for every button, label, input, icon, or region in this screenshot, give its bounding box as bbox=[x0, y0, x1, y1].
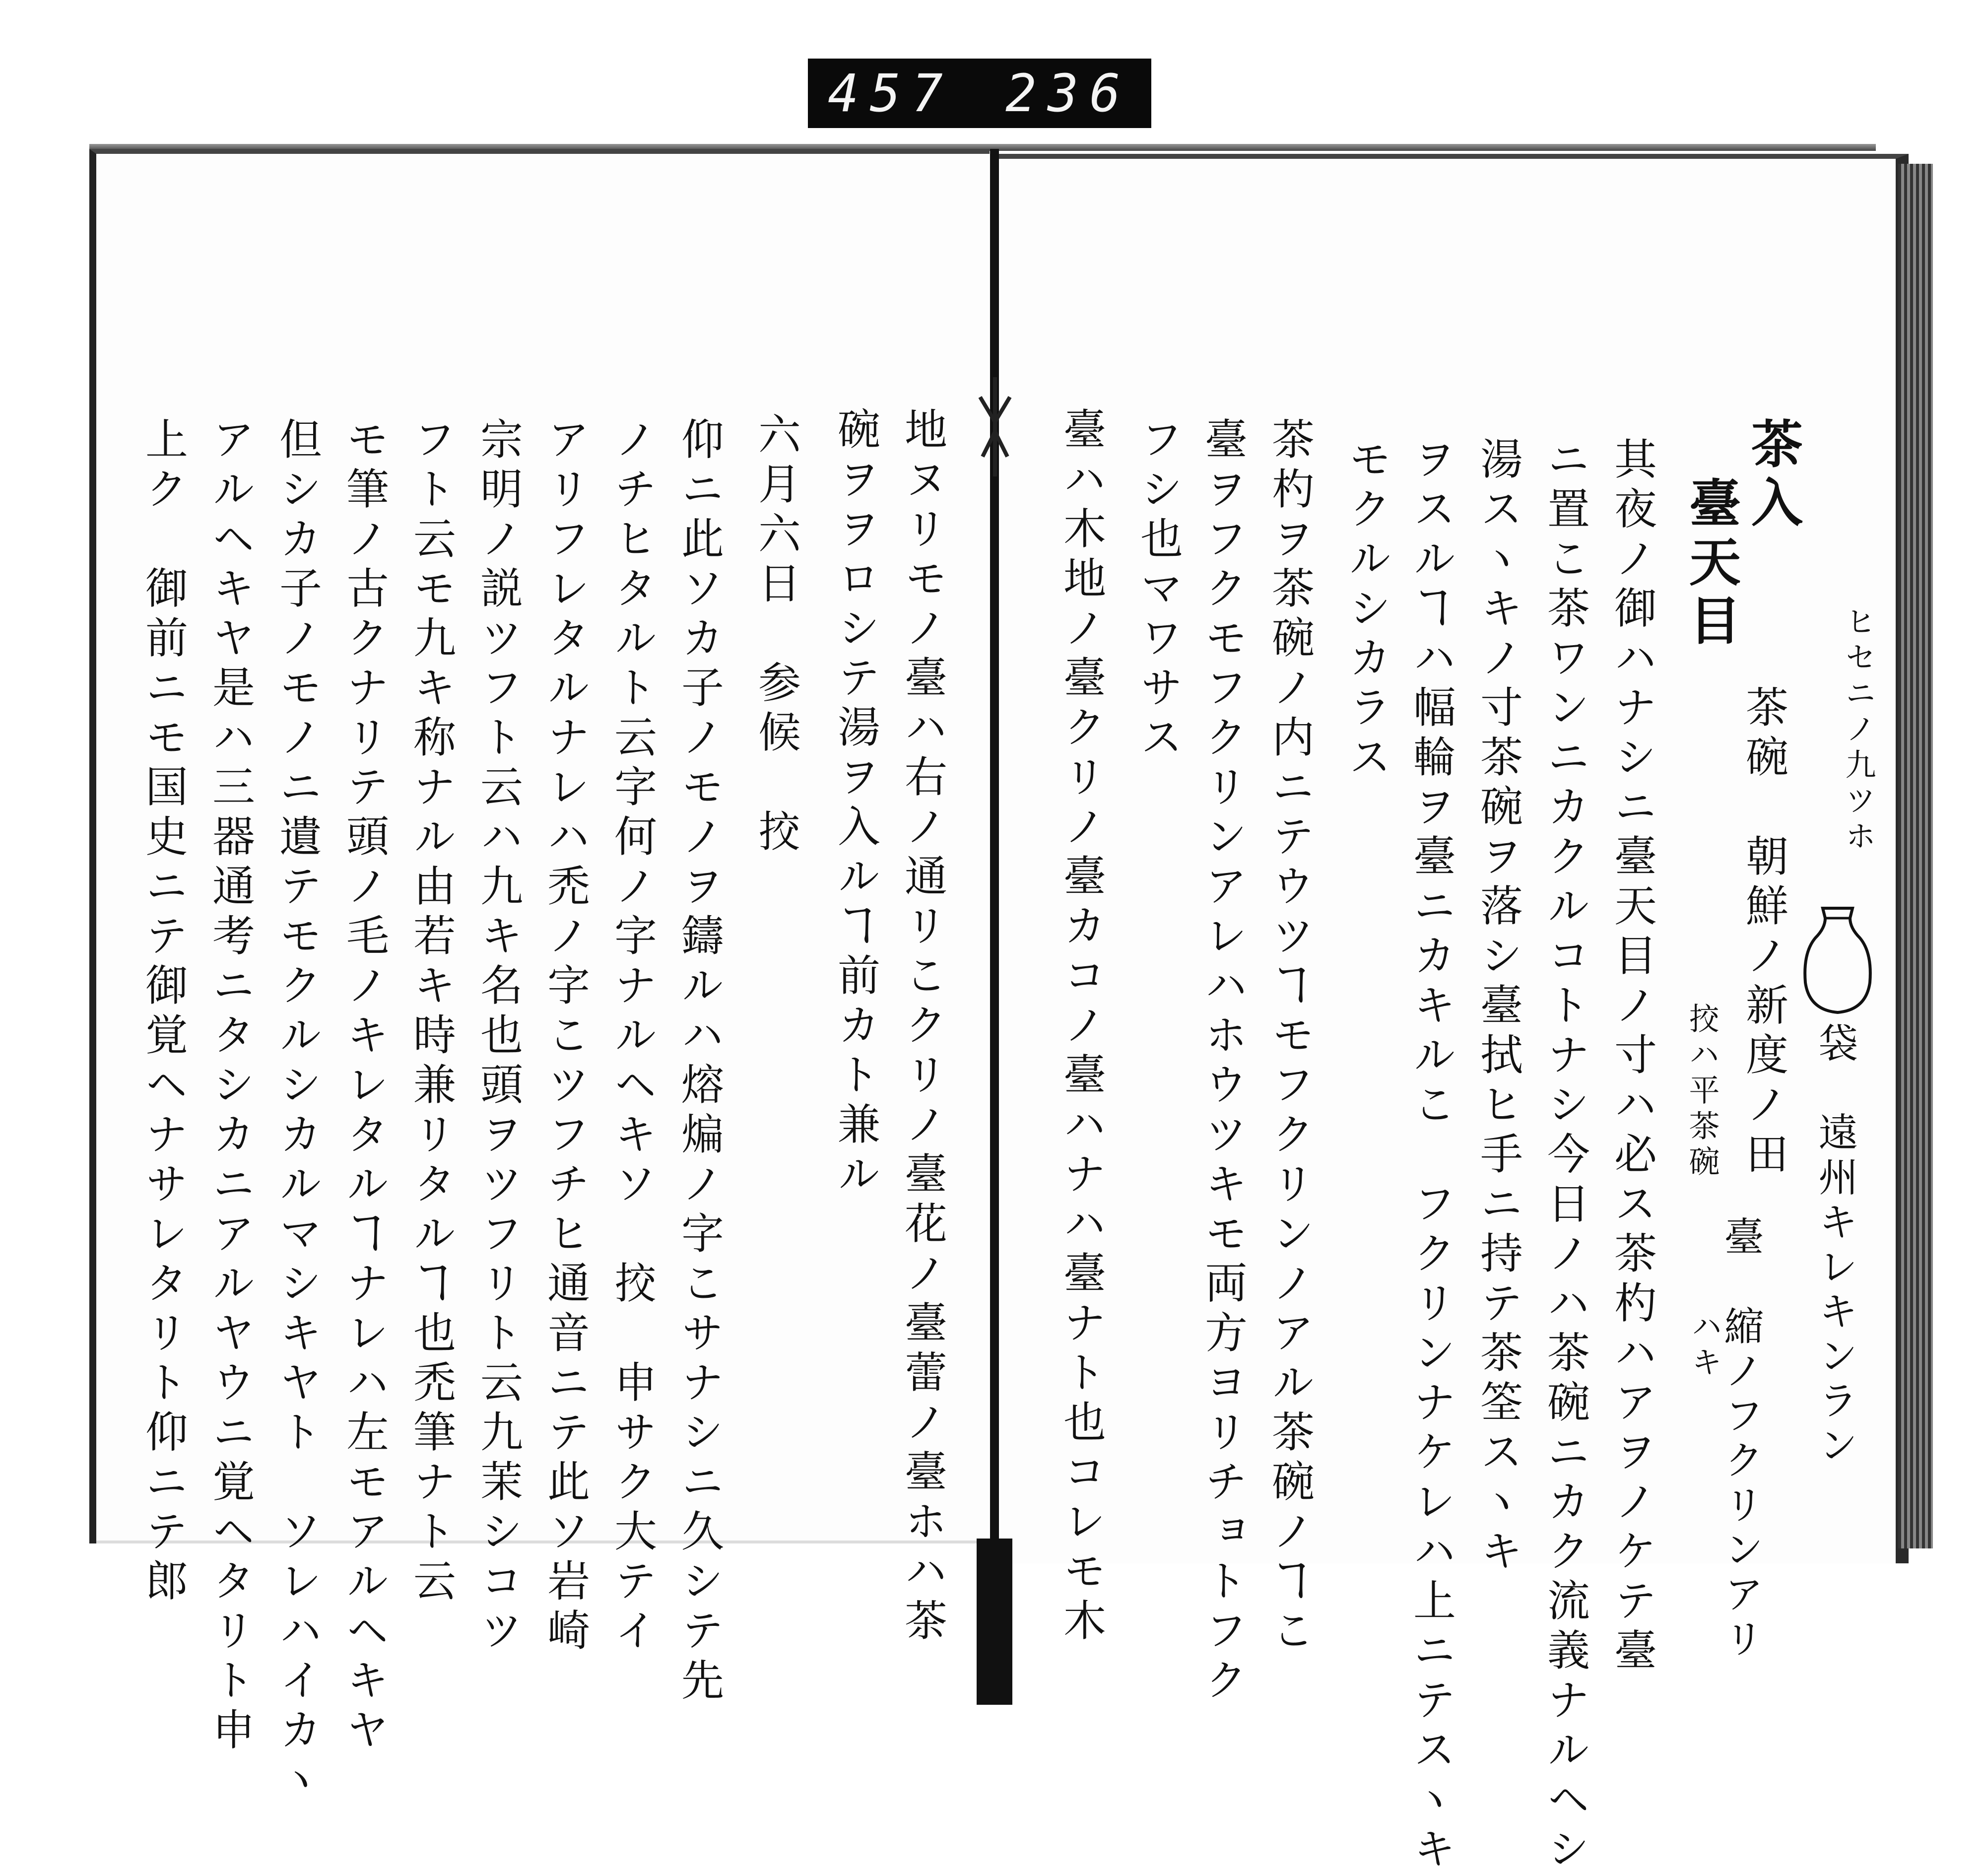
left-col-9: モ筆ノ古クナリテ頭ノ毛ノキレタルヿナレハ左モアルヘキヤ bbox=[339, 417, 389, 1757]
page-edge-stack bbox=[1898, 164, 1933, 1548]
right-col-6: 湯スヽキノ寸茶碗ヲ落シ臺拭ヒ手ニ持テ茶筌スヽキ bbox=[1473, 437, 1522, 1578]
left-col-2: 碗ヲヲロシテ湯ヲ入ルヿ前カト兼ル bbox=[830, 407, 880, 1201]
right-col-9: 茶杓ヲ茶碗ノ内ニテウツヿモフクリンノアル茶碗ノヿこ bbox=[1264, 417, 1314, 1658]
right-col-2: 臺天目 bbox=[1680, 476, 1741, 652]
right-col-7: ヲスルヿハ幅輪ヲ臺ニカキルこ フクリンナケレハ上ニテスヽキ bbox=[1406, 437, 1456, 1876]
right-col-3: 茶碗 朝鮮ノ新度ノ田 bbox=[1738, 685, 1788, 1181]
left-col-8: フト云モ九キ称ナル由若キ時兼リタルヿ也禿筆ナト云 bbox=[406, 417, 456, 1608]
right-col-4: 其夜ノ御ハナシニ臺天目ノ寸ハ必ス茶杓ハアヲノケテ臺 bbox=[1607, 437, 1656, 1677]
right-col-1: 茶入 bbox=[1742, 417, 1803, 534]
note-stand: 臺 縮ノフクリンアリ bbox=[1718, 1216, 1764, 1663]
left-col-12: 上ク 御前ニモ国史ニテ御覚ヘナサレタリト仰ニテ郎 bbox=[138, 417, 188, 1608]
binding-clip-icon bbox=[975, 377, 1015, 476]
left-col-5: ノチヒタルト云字何ノ字ナルヘキソ 挍 申サク大テイ bbox=[607, 417, 657, 1658]
left-col-1: 地ヌリモノ臺ハ右ノ通リこクリノ臺花ノ臺蕾ノ臺ホハ茶 bbox=[897, 407, 947, 1648]
folio-left-number: 457 bbox=[828, 63, 954, 124]
folio-label bbox=[808, 59, 1151, 128]
right-col-11: フシ也マワサス bbox=[1133, 417, 1183, 764]
tea-caddy-sketch-icon bbox=[1800, 903, 1875, 1017]
left-col-11: アルヘキヤ是ハ三器通考ニタシカニアルヤウニ覚ヘタリト申 bbox=[205, 417, 255, 1757]
note-flat-bowl: 挍ハ平茶碗 bbox=[1684, 1003, 1720, 1181]
left-col-10: 但シカ子ノモノニ遺テモクルシカルマシキヤト ソレハイカヽ bbox=[272, 417, 322, 1807]
right-col-5: ニ置こ茶ワンニカクルコトナシ今日ノハ茶碗ニカク流義ナルヘシ bbox=[1540, 437, 1589, 1876]
left-col-6: アリフレタルナレハ禿ノ字こツフチヒ通音ニテ此ソ岩崎 bbox=[540, 417, 590, 1658]
note-haki: ハキ bbox=[1686, 1310, 1722, 1382]
right-col-10: 臺ヲフクモフクリンアレハホウツキモ両方ヨリチョトフク bbox=[1197, 417, 1247, 1707]
right-col-12: 臺ハ木地ノ臺クリノ臺カコノ臺ハナハ臺ナト也コレモ木 bbox=[1056, 407, 1106, 1648]
left-col-4: 仰ニ此ソカ子ノモノヲ鑄ルハ熔煸ノ字こサナシニ久シテ先 bbox=[674, 417, 724, 1707]
note-hizen: ヒセニノ九ツホ bbox=[1840, 605, 1876, 856]
left-col-3: 六月六日 参候 挍 bbox=[751, 412, 800, 859]
folio-right-number: 236 bbox=[1005, 63, 1131, 124]
spine-foot bbox=[977, 1539, 1012, 1705]
note-bag: 袋 遠州キレキンラン bbox=[1812, 1022, 1858, 1469]
right-col-8: モクルシカラス bbox=[1341, 437, 1391, 784]
left-col-7: 宗明ノ説ツフト云ハ九キ名也頭ヲツフリト云九茉シコツ bbox=[473, 417, 523, 1658]
